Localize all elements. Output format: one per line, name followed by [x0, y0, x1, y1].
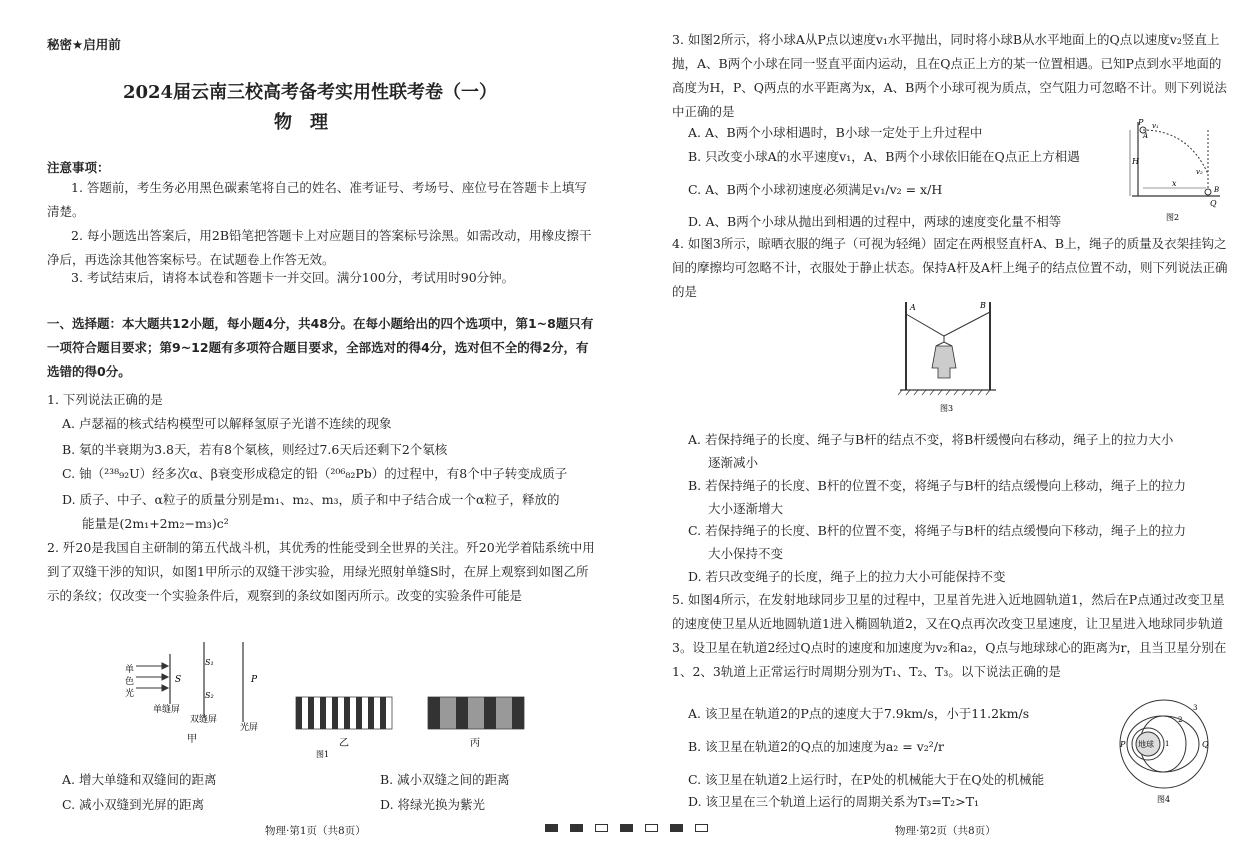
q3-stem: 3. 如图2所示，将小球A从P点以速度v₁水平抛出，同时将小球B从水平地面上的Q点以速度v₂竖直上抛，A、B两个小球在同一竖直平面内运动，且在Q点正上方的某一位置相遇。已知P点到水平地面的高度为H，P、Q两点的水平距离为x，A、B两个小球可视为质点，空气阻力可忽略不计。则下列说法中正确的是 — [672, 32, 1227, 119]
slit-s-label: S — [175, 675, 182, 685]
q2-stem: 2. 歼20是我国自主研制的第五代战斗机，其优秀的性能受到全世界的关注。歼20光学着陆系统中用到了双缝干涉的知识，如图1甲所示的双缝干涉实验，用绿光照射单缝S时，在屏上观察到如图乙所示的条纹；仅改变一个实验条件后，观察到的条纹如图丙所示。改变的实验条件可能是 — [47, 540, 595, 603]
q4-stem: 4. 如图3所示，晾晒衣服的绳子（可视为轻绳）固定在两根竖直杆A、B上，绳子的质量及衣架挂钩之间的摩擦均可忽略不计，衣服处于静止状态。保持A杆及A杆上绳子的结点位置不动，则下列说法正确的是 — [672, 236, 1228, 299]
clothes-icon — [932, 346, 956, 378]
fold-mark — [545, 824, 558, 832]
q3-option-a: A. A、B两个小球相遇时，B小球一定处于上升过程中 — [688, 125, 983, 140]
svg-text:A: A — [1143, 132, 1149, 140]
q1-option-c: C. 铀（²³⁸₉₂U）经多次α、β衰变形成稳定的铅（²⁰⁶₈₂Pb）的过程中，有8个中子转变成质子 — [62, 466, 568, 481]
q1-option-d-cont: 能量是(2m₁+2m₂−m₃)c² — [82, 516, 229, 531]
svg-text:A: A — [910, 303, 916, 312]
fold-mark — [695, 824, 708, 832]
svg-text:光: 光 — [125, 689, 135, 699]
single-slit-label: 单缝屏 — [153, 705, 181, 715]
q1-stem: 1. 下列说法正确的是 — [47, 392, 163, 407]
double-slit-label: 双缝屏 — [190, 715, 218, 725]
fringe-yi — [296, 697, 392, 729]
fig-jia-label: 甲 — [187, 734, 197, 745]
q5-option-c: C. 该卫星在轨道2上运行时，在P处的机械能大于在Q处的机械能 — [688, 772, 1045, 787]
svg-text:Q: Q — [1210, 199, 1217, 208]
exam-title: 2024届云南三校高考备考实用性联考卷（一） — [122, 82, 498, 103]
fold-marks — [545, 824, 708, 832]
fig4-caption: 图4 — [1157, 795, 1171, 804]
svg-text:P: P — [1138, 118, 1144, 127]
note-1: 1. 答题前，考生务必用黑色碳素笔将自己的姓名、准考证号、考场号、座位号在答题卡上填写清楚。 — [47, 180, 587, 219]
svg-text:Q: Q — [1202, 740, 1209, 749]
fig-yi-label: 乙 — [339, 738, 349, 749]
svg-text:v₂: v₂ — [1196, 168, 1203, 176]
fig-bing-label: 丙 — [470, 738, 480, 749]
slit-s1-label: S₁ — [205, 658, 214, 667]
q2-option-a: A. 增大单缝和双缝间的距离 — [62, 772, 217, 787]
q1-option-b: B. 氡的半衰期为3.8天，若有8个氡核，则经过7.6天后还剩下2个氡核 — [62, 442, 448, 457]
fig2-caption: 图2 — [1166, 213, 1180, 222]
svg-text:P: P — [1120, 740, 1126, 749]
q5-stem: 5. 如图4所示，在发射地球同步卫星的过程中，卫星首先进入近地圆轨道1，然后在P点通过改变卫星的速度使卫星从近地圆轨道1进入椭圆轨道2，又在Q点再次改变卫星速度，让卫星进入地球同步轨道3。设卫星在轨道2经过Q点时的速度和加速度为v₂和a₂，Q点与地球球心的距离为r，且当卫星分别在1、2、3轨道上正常运行时周期分别为T₁、T₂、T₃。以下说法正确的是 — [672, 592, 1227, 679]
svg-text:H: H — [1132, 157, 1139, 166]
q1-option-a: A. 卢瑟福的核式结构模型可以解释氢原子光谱不连续的现象 — [62, 416, 392, 431]
fold-mark — [570, 824, 583, 832]
q2-option-b: B. 减小双缝之间的距离 — [380, 772, 510, 787]
ball-b — [1205, 189, 1211, 195]
figure-1 — [120, 640, 540, 762]
fig1-light-label: 单 — [125, 665, 135, 675]
q4-option-a-cont: 逐渐减小 — [708, 455, 759, 470]
q5-option-d: D. 该卫星在三个轨道上运行的周期关系为T₃=T₂>T₁ — [688, 794, 980, 809]
q4-option-b: B. 若保持绳子的长度、B杆的位置不变，将绳子与B杆的结点缓慢向上移动，绳子上的拉力 — [688, 478, 1187, 493]
svg-text:x: x — [1172, 179, 1177, 188]
svg-text:1: 1 — [1165, 740, 1170, 748]
figure-3 — [898, 298, 998, 416]
rope — [906, 312, 990, 336]
q3-option-c: C. A、B两个小球初速度必须满足v₁/v₂ = x/H — [688, 182, 943, 197]
q5-option-a: A. 该卫星在轨道2的P点的速度大于7.9km/s，小于11.2km/s — [688, 706, 1030, 721]
q3-option-d: D. A、B两个小球从抛出到相遇的过程中，两球的速度变化量不相等 — [688, 214, 1062, 229]
q1-option-d: D. 质子、中子、α粒子的质量分别是m₁、m₂、m₃，质子和中子结合成一个α粒子，释放的 — [62, 492, 560, 507]
svg-text:3: 3 — [1193, 704, 1198, 712]
q3-option-b: B. 只改变小球A的水平速度v₁，A、B两个小球依旧能在Q点正上方相遇 — [688, 149, 1080, 164]
subject-title: 物理 — [274, 112, 346, 133]
footer-page-2: 物理·第2页（共8页） — [895, 825, 996, 837]
q2-option-c: C. 减小双缝到光屏的距离 — [62, 797, 205, 812]
fig1-caption: 图1 — [316, 750, 330, 759]
figure-2 — [1128, 116, 1228, 224]
fold-mark — [620, 824, 633, 832]
q4-option-d: D. 若只改变绳子的长度，绳子上的拉力大小可能保持不变 — [688, 569, 1006, 584]
fold-mark — [645, 824, 658, 832]
note-3: 3. 考试结束后，请将本试卷和答题卡一并交回。满分100分，考试用时90分钟。 — [71, 270, 515, 285]
q4-option-a: A. 若保持绳子的长度、绳子与B杆的结点不变，将B杆缓慢向右移动，绳子上的拉力大小 — [688, 432, 1174, 447]
screen-label: 光屏 — [240, 723, 259, 733]
fringe-bing — [428, 697, 524, 729]
notes-heading: 注意事项： — [47, 160, 110, 175]
section-heading: 一、选择题：本大题共12小题，每小题4分，共48分。在每小题给出的四个选项中，第1~8题只有一项符合题目要求；第9~12题有多项符合题目要求，全部选对的得4分，选对但不全的得2分，有选错的得0分。 — [47, 316, 594, 379]
point-p-label: P — [251, 675, 258, 685]
fold-mark — [595, 824, 608, 832]
q5-option-b: B. 该卫星在轨道2的Q点的加速度为a₂ = v₂²/r — [688, 739, 944, 754]
q4-option-c: C. 若保持绳子的长度、B杆的位置不变，将绳子与B杆的结点缓慢向下移动，绳子上的拉力 — [688, 523, 1186, 538]
svg-text:v₁: v₁ — [1152, 122, 1159, 130]
q4-option-b-cont: 大小逐渐增大 — [708, 501, 784, 516]
footer-page-1: 物理·第1页（共8页） — [265, 825, 366, 837]
q2-option-d: D. 将绿光换为紫光 — [380, 797, 486, 812]
figure-4 — [1106, 694, 1226, 808]
svg-text:色: 色 — [125, 677, 135, 687]
svg-text:2: 2 — [1178, 716, 1183, 724]
slit-s2-label: S₂ — [205, 691, 214, 700]
secret-label: 秘密★启用前 — [47, 37, 121, 52]
note-2: 2. 每小题选出答案后，用2B铅笔把答题卡上对应题目的答案标号涂黑。如需改动，用橡皮擦干净后，再选涂其他答案标号。在试题卷上作答无效。 — [47, 228, 592, 267]
fold-mark — [670, 824, 683, 832]
svg-text:B: B — [1214, 186, 1220, 194]
svg-text:B: B — [980, 301, 986, 310]
q4-option-c-cont: 大小保持不变 — [708, 546, 784, 561]
earth-label: 地球 — [1138, 740, 1154, 749]
fig3-caption: 图3 — [940, 404, 954, 413]
